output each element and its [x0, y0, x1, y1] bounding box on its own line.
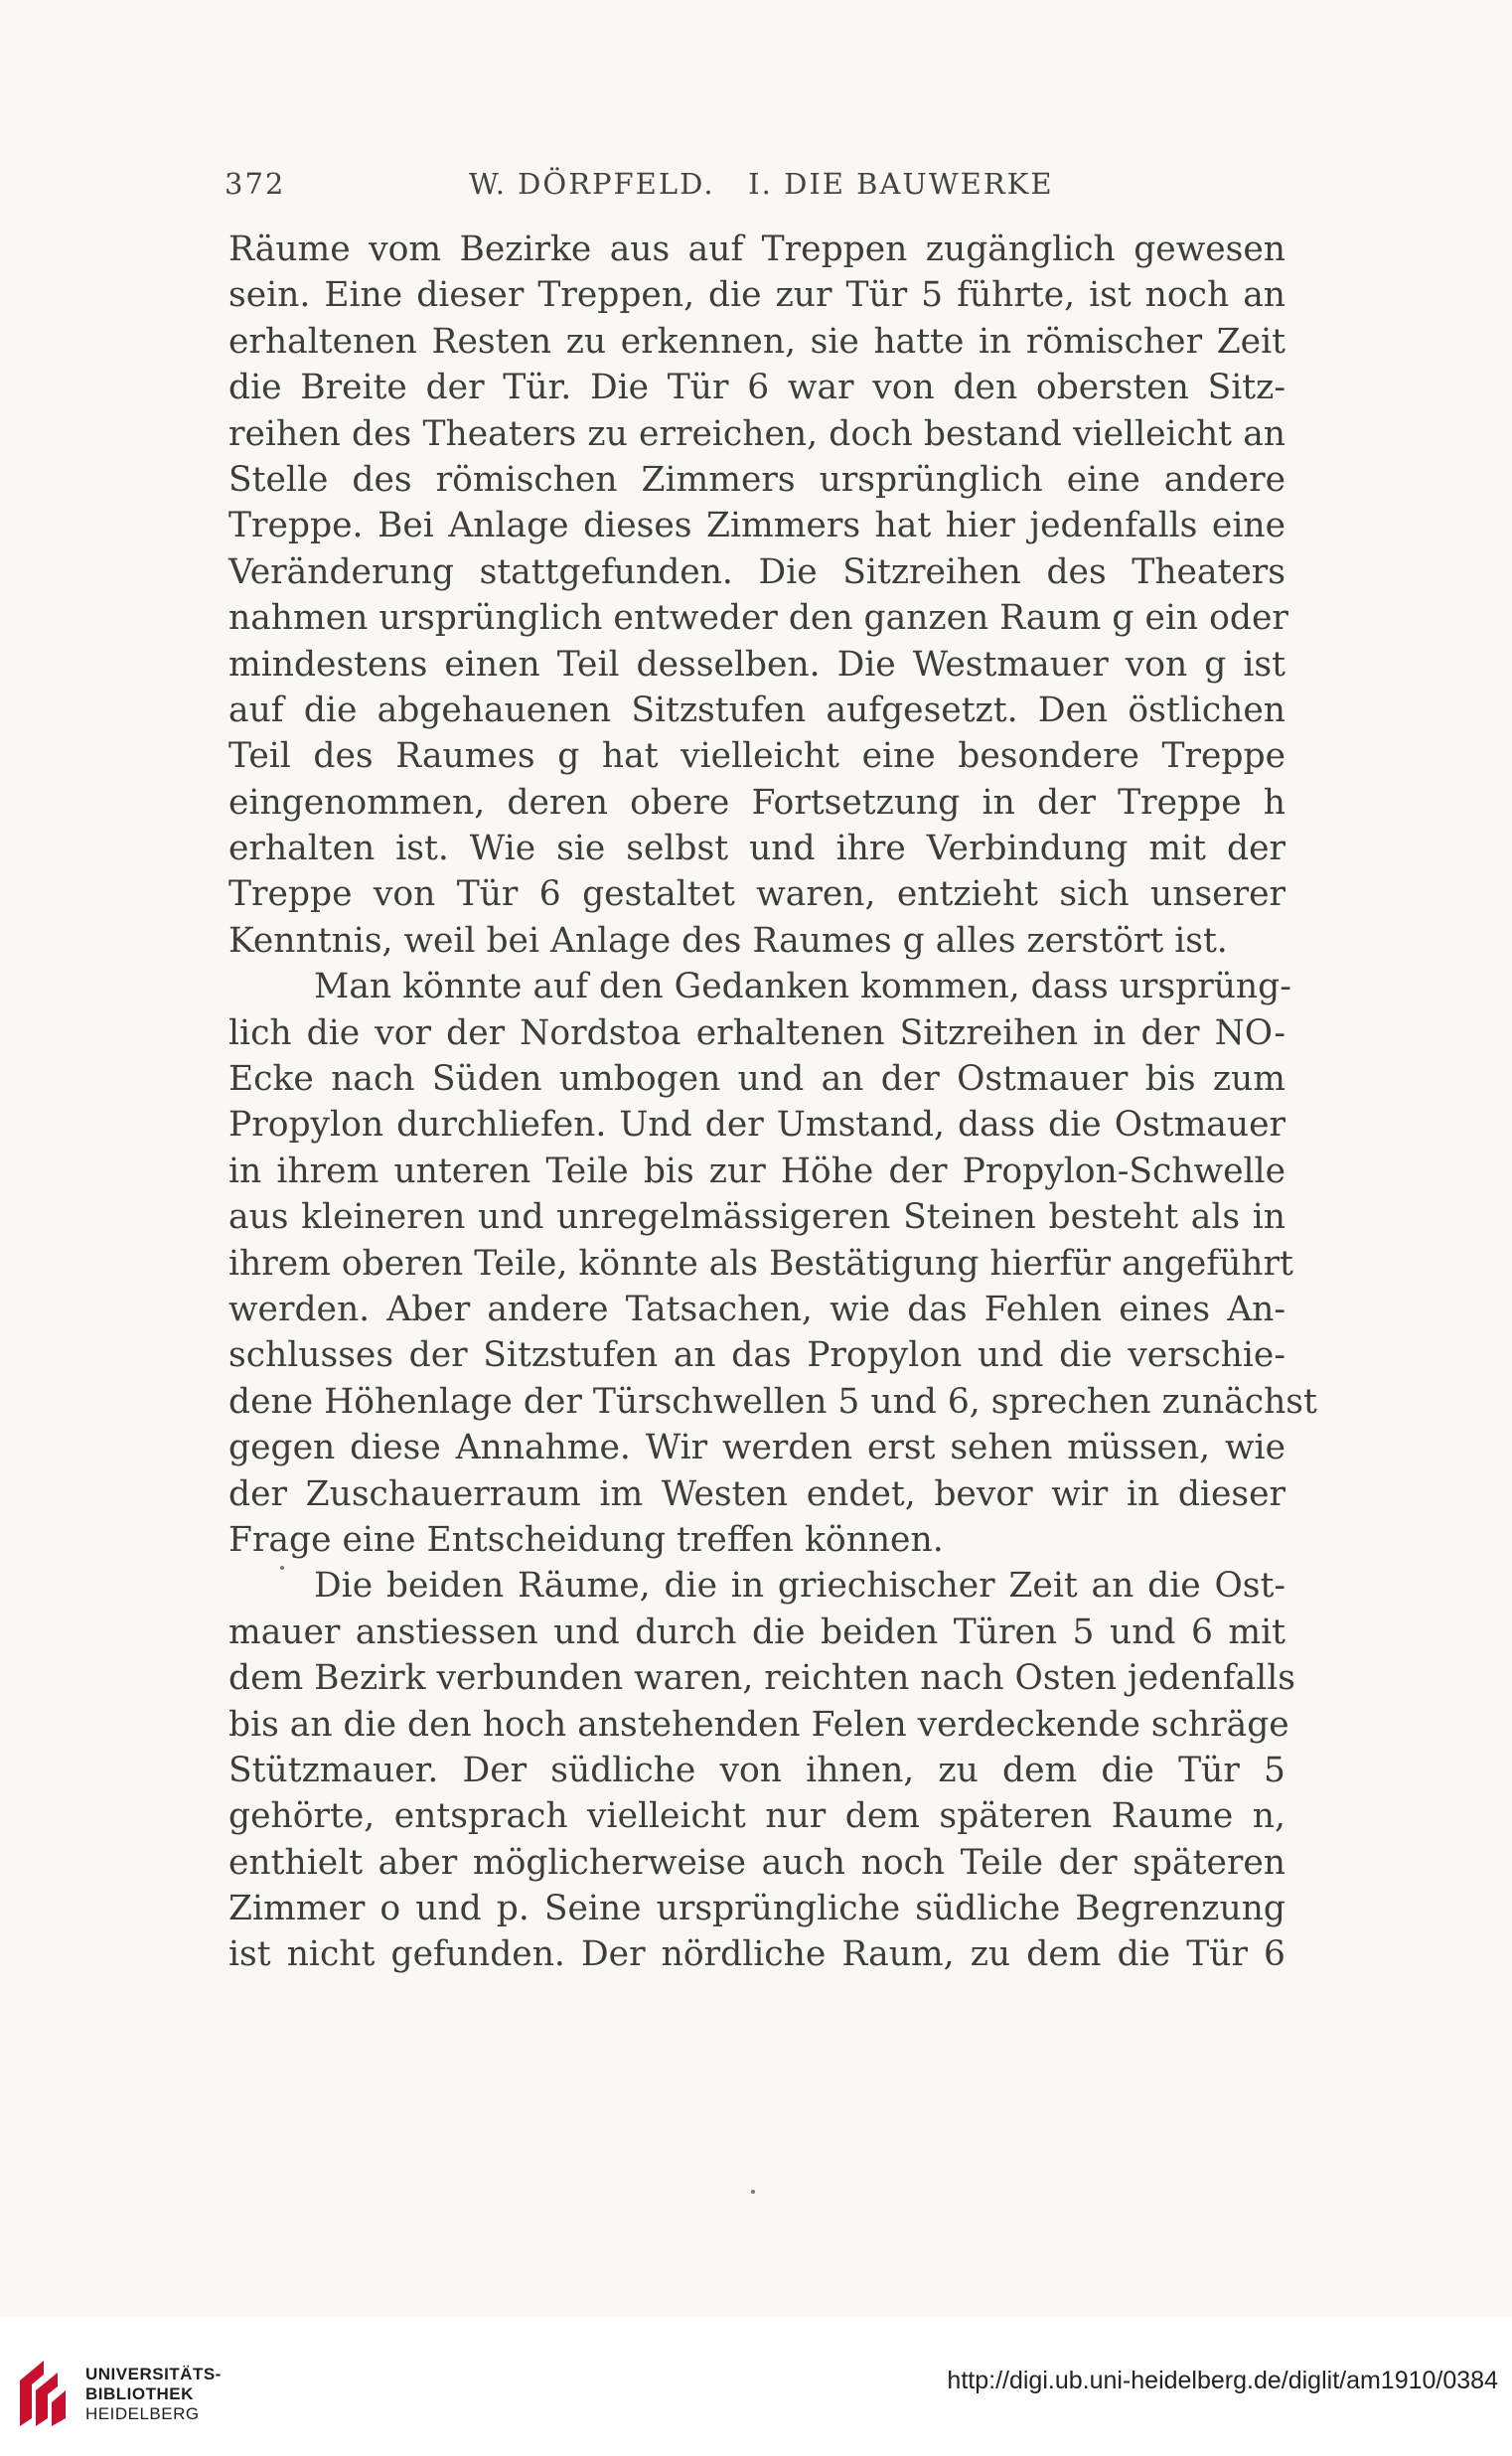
digitization-footer	[0, 2317, 1512, 2456]
source-url-link[interactable]: http://digi.ub.uni-heidelberg.de/diglit/am1910/0384	[947, 2367, 1498, 2394]
text-line: aus kleineren und unregelmässigeren Steinen besteht als in	[228, 1197, 1285, 1238]
text-line: nahmen ursprünglich entweder den ganzen Raum g ein oder	[228, 598, 1288, 639]
text-line: mauer anstiessen und durch die beiden Türen 5 und 6 mit	[228, 1612, 1285, 1652]
library-name	[85, 2365, 222, 2424]
library-name-line: HEIDELBERG	[85, 2404, 200, 2423]
text-line: reihen des Theaters zu erreichen, doch bestand vielleicht an	[228, 413, 1285, 454]
text-line: Die beiden Räume, die in griechischer Zeit an die Ost-	[314, 1566, 1285, 1607]
text-line: Propylon durchliefen. Und der Umstand, dass die Ostmauer	[228, 1105, 1285, 1146]
body-text	[228, 227, 1317, 1978]
text-line: die Breite der Tür. Die Tür 6 war von den obersten Sitz-	[228, 368, 1285, 408]
text-line: bis an die den hoch anstehenden Felen verdeckende schräge	[228, 1704, 1289, 1745]
text-line: gegen diese Annahme. Wir werden erst sehen müssen, wie	[228, 1428, 1285, 1468]
text-line: ist nicht gefunden. Der nördliche Raum, zu dem die Tür 6	[228, 1934, 1285, 1975]
text-line: Treppe von Tür 6 gestaltet waren, entzieht sich unserer	[228, 874, 1285, 915]
text-line: enthielt aber möglicherweise auch noch Teile der späteren	[228, 1842, 1285, 1883]
library-name-line: UNIVERSITÄTS-	[85, 2365, 222, 2383]
text-line: lich die vor der Nordstoa erhaltenen Sitzreihen in der NO-	[228, 1012, 1285, 1053]
text-line: gehörte, entsprach vielleicht nur dem späteren Raume n,	[228, 1796, 1285, 1837]
text-line: ihrem oberen Teile, könnte als Bestätigung hierfür angeführt	[228, 1243, 1293, 1284]
text-line: werden. Aber andere Tatsachen, wie das Fehlen eines An-	[228, 1289, 1285, 1329]
text-line: Frage eine Entscheidung treffen können.	[228, 1519, 944, 1560]
ink-speck	[751, 2190, 755, 2194]
text-line: Stützmauer. Der südliche von ihnen, zu dem die Tür 5	[228, 1750, 1285, 1790]
text-line: erhaltenen Resten zu erkennen, sie hatte in römischer Zeit	[228, 321, 1285, 362]
text-line: Teil des Raumes g hat vielleicht eine besondere Treppe	[228, 736, 1285, 777]
text-line: dene Höhenlage der Türschwellen 5 und 6, sprechen zunächst	[228, 1381, 1317, 1422]
text-line: dem Bezirk verbunden waren, reichten nach Osten jedenfalls	[228, 1658, 1295, 1699]
text-line: in ihrem unteren Teile bis zur Höhe der Propylon-Schwelle	[228, 1151, 1285, 1191]
text-line: Räume vom Bezirke aus auf Treppen zugänglich gewesen	[228, 230, 1285, 269]
ink-speck	[280, 1566, 284, 1570]
text-line: eingenommen, deren obere Fortsetzung in der Treppe h	[228, 782, 1285, 823]
text-line: Stelle des römischen Zimmers ursprünglich eine andere	[228, 459, 1285, 500]
text-line: sein. Eine dieser Treppen, die zur Tür 5 führte, ist noch an	[228, 275, 1285, 316]
text-line: der Zuschauerraum im Westen endet, bevor wir in dieser	[228, 1473, 1285, 1514]
text-line: Zimmer o und p. Seine ursprüngliche südliche Begrenzung	[228, 1889, 1285, 1929]
text-line: Veränderung stattgefunden. Die Sitzreihen des Theaters	[228, 551, 1285, 592]
text-line: auf die abgehauenen Sitzstufen aufgesetzt. Den östlichen	[228, 690, 1285, 730]
text-line: Kenntnis, weil bei Anlage des Raumes g alles zerstört ist.	[228, 920, 1228, 961]
running-title: W. DÖRPFELD. I. DIE BAUWERKE	[469, 167, 1054, 201]
text-line: Treppe. Bei Anlage dieses Zimmers hat hier jedenfalls eine	[228, 506, 1285, 546]
page-number: 372	[225, 167, 286, 201]
text-line: Man könnte auf den Gedanken kommen, dass ursprüng-	[314, 967, 1291, 1007]
library-name-line: BIBLIOTHEK	[85, 2384, 194, 2403]
text-line: mindestens einen Teil desselben. Die Westmauer von g ist	[228, 644, 1285, 685]
text-line: erhalten ist. Wie sie selbst und ihre Verbindung mit der	[228, 829, 1285, 869]
text-line: schlusses der Sitzstufen an das Propylon und die verschie-	[228, 1335, 1285, 1376]
text-line: Ecke nach Süden umbogen und an der Ostmauer bis zum	[228, 1059, 1285, 1100]
ub-heidelberg-logo-icon[interactable]	[14, 2357, 70, 2432]
page-header	[225, 167, 1287, 213]
